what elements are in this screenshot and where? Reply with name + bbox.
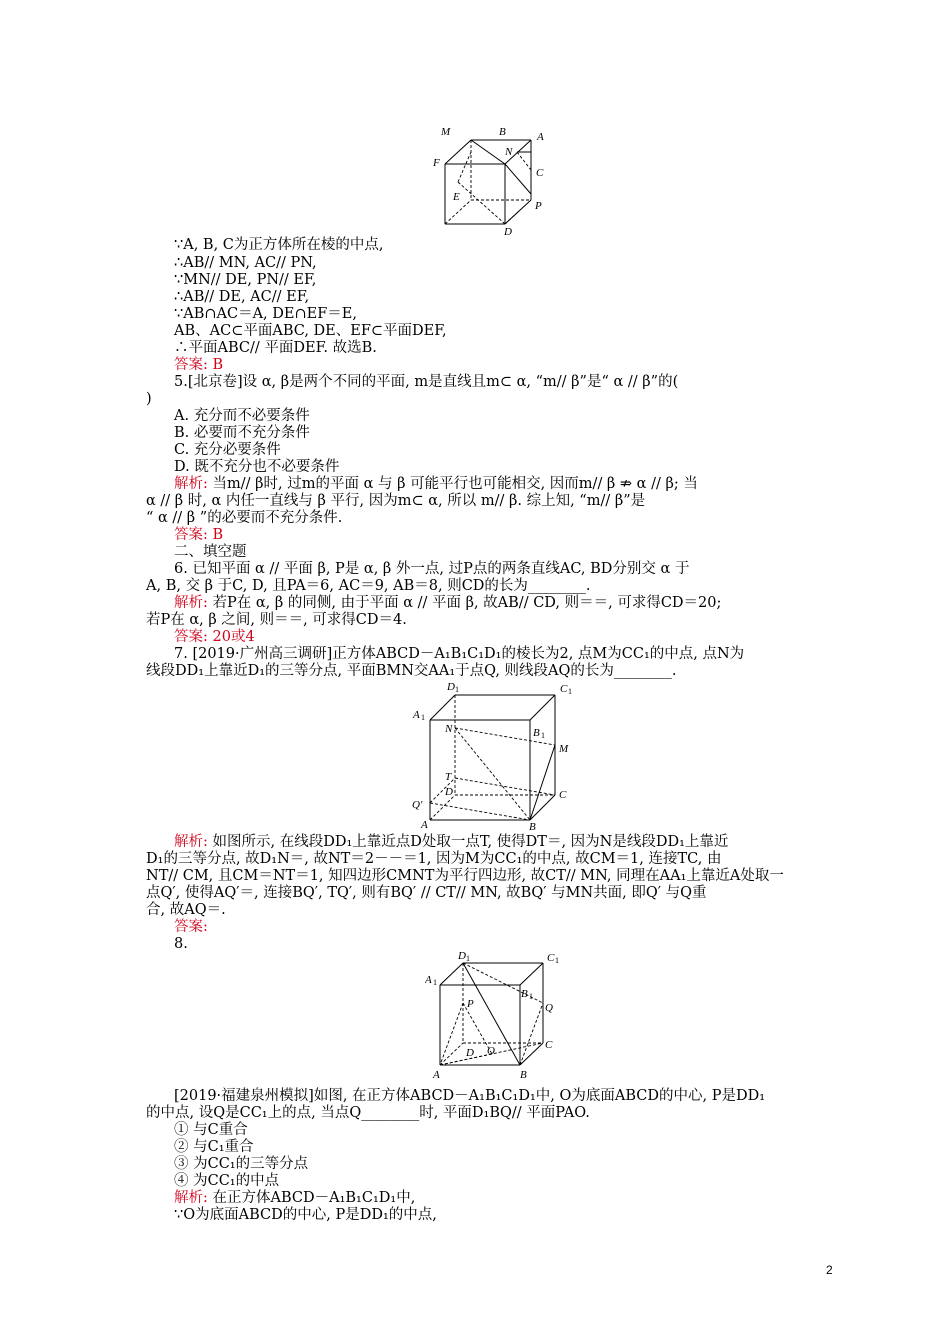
fig3-label: D (458, 950, 466, 962)
fig1-label: E (453, 191, 460, 203)
fig3-label: C (547, 952, 555, 964)
text-line: AB、AC⊂平面ABC, DE、EF⊂平面DEF, (174, 323, 447, 339)
text-line: “ α // β ”的必要而不充分条件. (146, 510, 343, 526)
fig1-label: M (441, 126, 451, 138)
text-line: 点Q′, 使得AQ′＝, 连接BQ′, TQ′, 则有BQ′ // CT// MN, 故BQ′ 与MN共面, 即Q′ 与Q重 (146, 885, 707, 901)
fig3-label-sub: 1 (555, 956, 559, 965)
fig3-label: B (520, 1069, 527, 1080)
text-line: 线段DD₁上靠近D₁的三等分点, 平面BMN交AA₁于点Q, 则线段AQ的长为________. (146, 663, 677, 679)
solution-label: 解析: (174, 834, 208, 850)
solution-label: 解析: (174, 595, 208, 611)
option-2: ② 与C₁重合 (174, 1139, 254, 1155)
fig3-label-sub: 1 (466, 954, 470, 963)
solution-label: 解析: (174, 1190, 208, 1206)
fig2-label: C (559, 789, 567, 801)
question-6: 6. 已知平面 α // 平面 β, P是 α, β 外一点, 过P点的两条直线AC, BD分别交 α 于 (174, 561, 690, 577)
question-5: 5.[北京卷]设 α, β是两个不同的平面, m是直线且m⊂ α, “m// β”是“ α // β”的( (174, 374, 679, 390)
option-b: B. 必要而不充分条件 (174, 425, 310, 441)
fig2-label: A (413, 709, 420, 721)
answer-line: 答案: B (174, 527, 224, 543)
text-line: A, B, 交 β 于C, D, 且PA＝6, AC＝9, AB＝8, 则CD的长为________. (146, 578, 591, 594)
fig1-label: B (499, 126, 506, 138)
option-1: ① 与C重合 (174, 1122, 248, 1138)
section-heading: 二、填空题 (174, 544, 247, 560)
text-line: ∴AB// MN, AC// PN, (174, 255, 317, 271)
fig3-label: A (425, 974, 432, 986)
fig2-label: T (445, 771, 452, 783)
fig1-label: C (536, 167, 544, 179)
fig2-label: D (445, 786, 453, 798)
answer-line: 答案: 20或4 (174, 629, 255, 645)
option-4: ④ 为CC₁的中点 (174, 1173, 280, 1189)
fig1-label: F (433, 157, 440, 169)
solution-label: 解析: (174, 476, 208, 492)
option-a: A. 充分而不必要条件 (174, 408, 310, 424)
text-line: 的中点, 设Q是CC₁上的点, 当点Q________时, 平面D₁BQ// 平面PAO. (146, 1105, 590, 1121)
fig2-label: D (447, 681, 455, 693)
option-3: ③ 为CC₁的三等分点 (174, 1156, 309, 1172)
fig2-label: B (533, 727, 540, 739)
fig1-label: P (535, 200, 542, 212)
text-line: [2019·福建泉州模拟]如图, 在正方体ABCD－A₁B₁C₁D₁中, O为底面ABCD的中心, P是DD₁ (174, 1088, 766, 1104)
fig3-label: C (545, 1039, 553, 1051)
text-line: ∵MN// DE, PN// EF, (174, 272, 317, 288)
solution-line: 解析: 若P在 α, β 的同侧, 由于平面 α // 平面 β, 故AB// CD, 则＝＝, 可求得CD＝20; (174, 595, 722, 611)
text-line: ∴AB// DE, AC// EF, (174, 289, 310, 305)
answer-line: 答案: (174, 919, 208, 935)
text-line: D₁的三等分点, 故D₁N＝, 故NT＝2－－＝1, 因为M为CC₁的中点, 故CM＝1, 连接TC, 由 (146, 851, 722, 867)
fig2-label: M (559, 743, 569, 755)
question-7: 7. [2019·广州高三调研]正方体ABCD－A₁B₁C₁D₁的棱长为2, 点M为CC₁的中点, 点N为 (174, 646, 745, 662)
solution-line: 解析: 当m// β时, 过m的平面 α 与 β 可能平行也可能相交, 因而m// β ⇏ α // β; 当 (174, 476, 698, 492)
figure-cube-1 (425, 122, 555, 237)
fig2-label-sub: 1 (568, 687, 572, 696)
text-line: 合, 故AQ＝. (146, 902, 226, 918)
fig1-label: D (504, 226, 512, 237)
fig3-label-sub: 1 (433, 978, 437, 987)
question-8: 8. (174, 936, 188, 952)
fig3-label: B (521, 988, 528, 1000)
text-line: α // β 时, α 内任一直线与 β 平行, 因为m⊂ α, 所以 m// β. 综上知, “m// β”是 (146, 493, 646, 509)
text-line: NT// CM, 且CM＝NT＝1, 知四边形CMNT为平行四边形, 故CT// MN, 同理在AA₁上靠近A处取一 (146, 868, 784, 884)
figure-cube-2 (405, 680, 585, 830)
fig3-label-sub: 1 (529, 992, 533, 1001)
solution-line: 解析: 如图所示, 在线段DD₁上靠近点D处取一点T, 使得DT＝, 因为N是线段DD₁上靠近 (174, 834, 729, 850)
figure-cube-3 (425, 950, 560, 1080)
fig2-label-sub: 1 (455, 685, 459, 694)
fig3-label: D (466, 1047, 474, 1059)
fig2-label: A (421, 819, 428, 830)
option-c: C. 充分必要条件 (174, 442, 281, 458)
fig1-label: A (537, 131, 544, 143)
page-number: 2 (826, 1263, 833, 1277)
fig3-label: O (487, 1045, 495, 1057)
text-line: ∵O为底面ABCD的中心, P是DD₁的中点, (174, 1207, 437, 1223)
text-line: ∴平面ABC// 平面DEF. 故选B. (174, 340, 377, 356)
text-line: ∵A, B, C为正方体所在棱的中点, (174, 237, 384, 253)
text-line: 若P在 α, β 之间, 则＝＝, 可求得CD＝4. (146, 612, 407, 628)
fig3-label: P (467, 998, 474, 1010)
fig1-label: N (505, 146, 513, 158)
answer-line: 答案: B (174, 357, 224, 373)
fig2-label-sub: 1 (421, 713, 425, 722)
fig3-label: A (433, 1069, 440, 1080)
fig2-label-sub: 1 (541, 731, 545, 740)
fig2-label: N (445, 723, 453, 735)
option-d: D. 既不充分也不必要条件 (174, 459, 340, 475)
fig2-label: Q' (412, 799, 423, 811)
solution-line: 解析: 在正方体ABCD－A₁B₁C₁D₁中, (174, 1190, 416, 1206)
text-line: ) (146, 391, 152, 407)
fig2-label: C (560, 683, 568, 695)
fig2-label: B (529, 821, 536, 830)
fig3-label: Q (545, 1002, 553, 1014)
text-line: ∵AB∩AC＝A, DE∩EF＝E, (174, 306, 357, 322)
